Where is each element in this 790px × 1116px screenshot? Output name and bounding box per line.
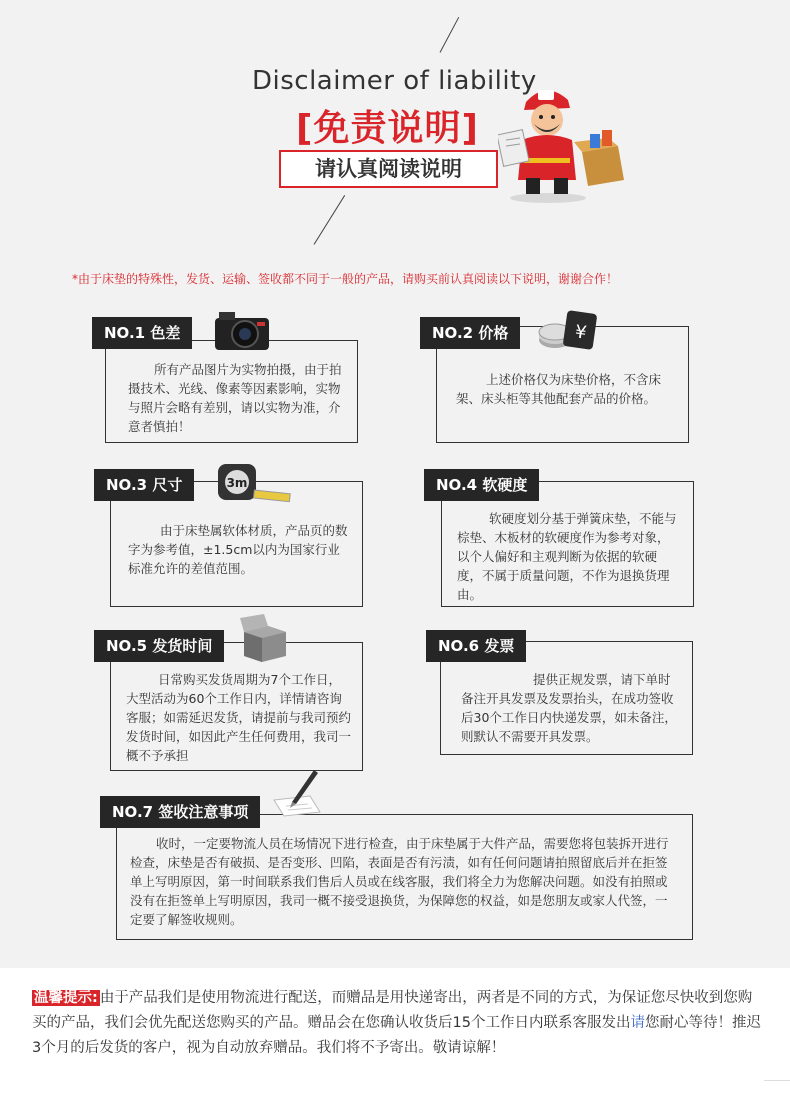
divider <box>764 1080 790 1081</box>
card-label-invoice: NO.6 发票 <box>426 630 526 662</box>
card-text-firmness: 软硬度划分基于弹簧床垫，不能与棕垫、木板材的软硬度作为参考对象，以个人偏好和主观判断为依据的软硬度，不属于质量问题，不作为退换货理由。 <box>457 511 677 602</box>
pen-paper-icon <box>270 766 326 820</box>
warm-tip-label: 温馨提示: <box>34 990 98 1006</box>
warm-tip-text-1: 由于产品我们是使用物流进行配送，而赠品是用快递寄出，两者是不同的方式，为保证您尽快收到您购买的产品，我们会优先配送您购买的产品。赠品会在您确认收货后15个工作日内联系客服发出 <box>32 990 753 1031</box>
card-text-sign-for-delivery: 收时，一定要物流人员在场情况下进行检查，由于床垫属于大件产品，需要您将包装拆开进行检查，床垫是否有破损、是否变形、凹陷，表面是否有污渍，如有任何问题请拍照留底后并在拒签单上写明原因，第一时间联系我们售后人员或在线客服，我们将全力为您解决问题。如没有拍照或没有在拒签单上写明原因，我司一概不接受退换货，为保障您的权益，如是您朋友或家人代签，一定要了解签收规则。 <box>130 836 669 927</box>
subtitle-box <box>279 150 498 188</box>
money-icon-glyph: ¥ <box>573 321 588 344</box>
delivery-mascot-icon <box>498 80 628 205</box>
camera-icon <box>213 308 271 354</box>
card-text-shipping-time: 日常购买发货周期为7个工作日，大型活动为60个工作日内，详情请咨询客服；如需延迟发货，请提前与我司预约发货时间，如因此产生任何费用，我司一概不予承担 <box>126 672 352 763</box>
notice-text: *由于床垫的特殊性，发货、运输、签收都不同于一般的产品，请购买前认真阅读以下说明，谢谢合作！ <box>72 272 619 286</box>
card-label-size: NO.3 尺寸 <box>94 469 194 501</box>
card-text-size: 由于床垫属软体材质，产品页的数字为参考值，±1.5cm以内为国家行业标准允许的差值范围。 <box>128 523 348 576</box>
title-chinese: [免责说明] <box>296 108 479 149</box>
card-label-color-difference: NO.1 色差 <box>92 317 192 349</box>
tape-measure-icon-glyph: 3m <box>226 476 248 490</box>
tape-measure-icon <box>214 460 294 506</box>
warm-tip-text-blue: 请 <box>630 1015 645 1031</box>
card-label-shipping-time: NO.5 发货时间 <box>94 630 224 662</box>
title-english: Disclaimer of liability <box>252 66 537 96</box>
card-label-firmness: NO.4 软硬度 <box>424 469 539 501</box>
card-text-color-difference: 所有产品图片为实物拍摄，由于拍摄技术、光线、像素等因素影响，实物与照片会略有差别，请以实物为准，介意者慎拍！ <box>128 362 342 434</box>
card-text-invoice: 提供正规发票，请下单时备注开具发票及发票抬头，在成功签收后30个工作日内快递发票，如未备注，则默认不需要开具发票。 <box>461 672 677 744</box>
subtitle: 请认真阅读说明 <box>315 157 462 181</box>
warm-tip-text-2: 您耐心等待！推迟3个月的后发货的客户，视为自动放弃赠品。我们将不予寄出。敬请谅解！ <box>32 1015 761 1056</box>
box-icon <box>238 612 290 662</box>
card-label-price: NO.2 价格 <box>420 317 520 349</box>
card-text-price: 上述价格仅为床垫价格，不含床架、床头柜等其他配套产品的价格。 <box>456 372 662 406</box>
money-icon <box>535 306 607 352</box>
decorative-slash-top <box>440 17 460 53</box>
decorative-slash-bottom <box>314 195 346 245</box>
warm-tip <box>32 986 762 1061</box>
card-label-sign-for-delivery: NO.7 签收注意事项 <box>100 796 260 828</box>
